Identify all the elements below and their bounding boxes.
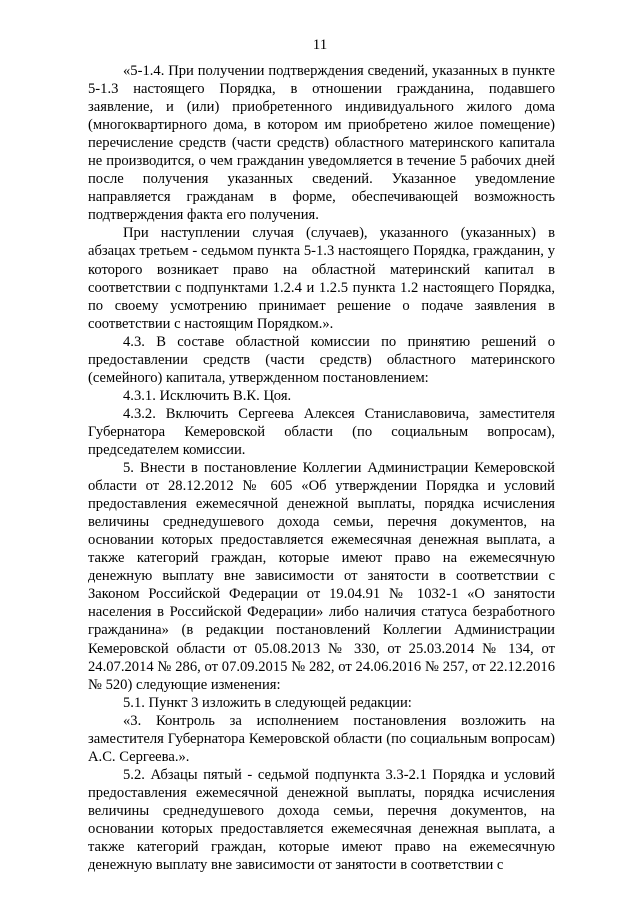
- paragraph-4-3: 4.3. В составе областной комиссии по принятию решений о предоставлении средств (части средств) областного материнского (семейного) капитала, утвержденном постановлением:: [88, 333, 555, 386]
- paragraph-5-1-4: «5-1.4. При получении подтверждения сведений, указанных в пункте 5-1.3 настоящего Порядка, в отношении гражданина, подавшего заявление, и (или) приобретенного индивидуального жилого дома (многоквартирного дома, в котором им приобретено жилое помещение) перечисление средств (части средств) областного материнского капитала не производится, о чем гражданин уведомляется в течение 5 рабочих дней после получения указанных сведений. Указанное уведомление направляется гражданам в форме, обеспечивающей возможность подтверждения факта его получения.: [88, 63, 555, 224]
- page-number: 11: [312, 37, 328, 53]
- paragraph-3-control: «3. Контроль за исполнением постановления возложить на заместителя Губернатора Кемеровской области (по социальным вопросам) А.С. Сергеева.».: [88, 712, 555, 765]
- document-body: [88, 62, 555, 874]
- paragraph-5-1: 5.1. Пункт 3 изложить в следующей редакции:: [123, 694, 412, 711]
- paragraph-4-3-1: 4.3.1. Исключить В.К. Цоя.: [123, 387, 292, 404]
- paragraph-5: 5. Внести в постановление Коллегии Администрации Кемеровской области от 28.12.2012 № 605 «Об утверждении Порядка и условий предоставления ежемесячной денежной выплаты, порядка исчисления величины среднедушевого дохода семьи, перечня документов, на основании которых предоставляется ежемесячная денежная выплата, а также категорий граждан, которые имеют право на ежемесячную денежную выплату вне зависимости от занятости в соответствии с Законом Российской Федерации от 19.04.91 № 1032-1 «О занятости населения в Российской Федерации» либо наличия статуса безработного гражданина» (в редакции постановлений Коллегии Администрации Кемеровской области от 05.08.2013 № 330, от 25.03.2014 № 134, от 24.07.2014 № 286, от 07.09.2015 № 282, от 24.06.2016 № 257, от 22.12.2016 № 520) следующие изменения:: [88, 460, 555, 693]
- paragraph-4-3-2: 4.3.2. Включить Сергеева Алексея Станиславовича, заместителя Губернатора Кемеровской области (по социальным вопросам), председателем комиссии.: [88, 405, 555, 458]
- paragraph-case-occurrence: При наступлении случая (случаев), указанного (указанных) в абзацах третьем - седьмом пункта 5-1.3 настоящего Порядка, гражданин, у которого возникает право на областной материнский капитал в соответствии с подпунктами 1.2.4 и 1.2.5 пункта 1.2 настоящего Порядка, по своему усмотрению принимает решение о подаче заявления в соответствии с настоящим Порядком.».: [88, 225, 555, 332]
- paragraph-5-2: 5.2. Абзацы пятый - седьмой подпункта 3.3-2.1 Порядка и условий предоставления ежемесячной денежной выплаты, порядка исчисления величины среднедушевого дохода семьи, перечня документов, на основании которых предоставляется ежемесячная денежная выплата, а также категорий граждан, которые имеют право на ежемесячную денежную выплату вне зависимости от занятости в соответствии с: [88, 766, 555, 874]
